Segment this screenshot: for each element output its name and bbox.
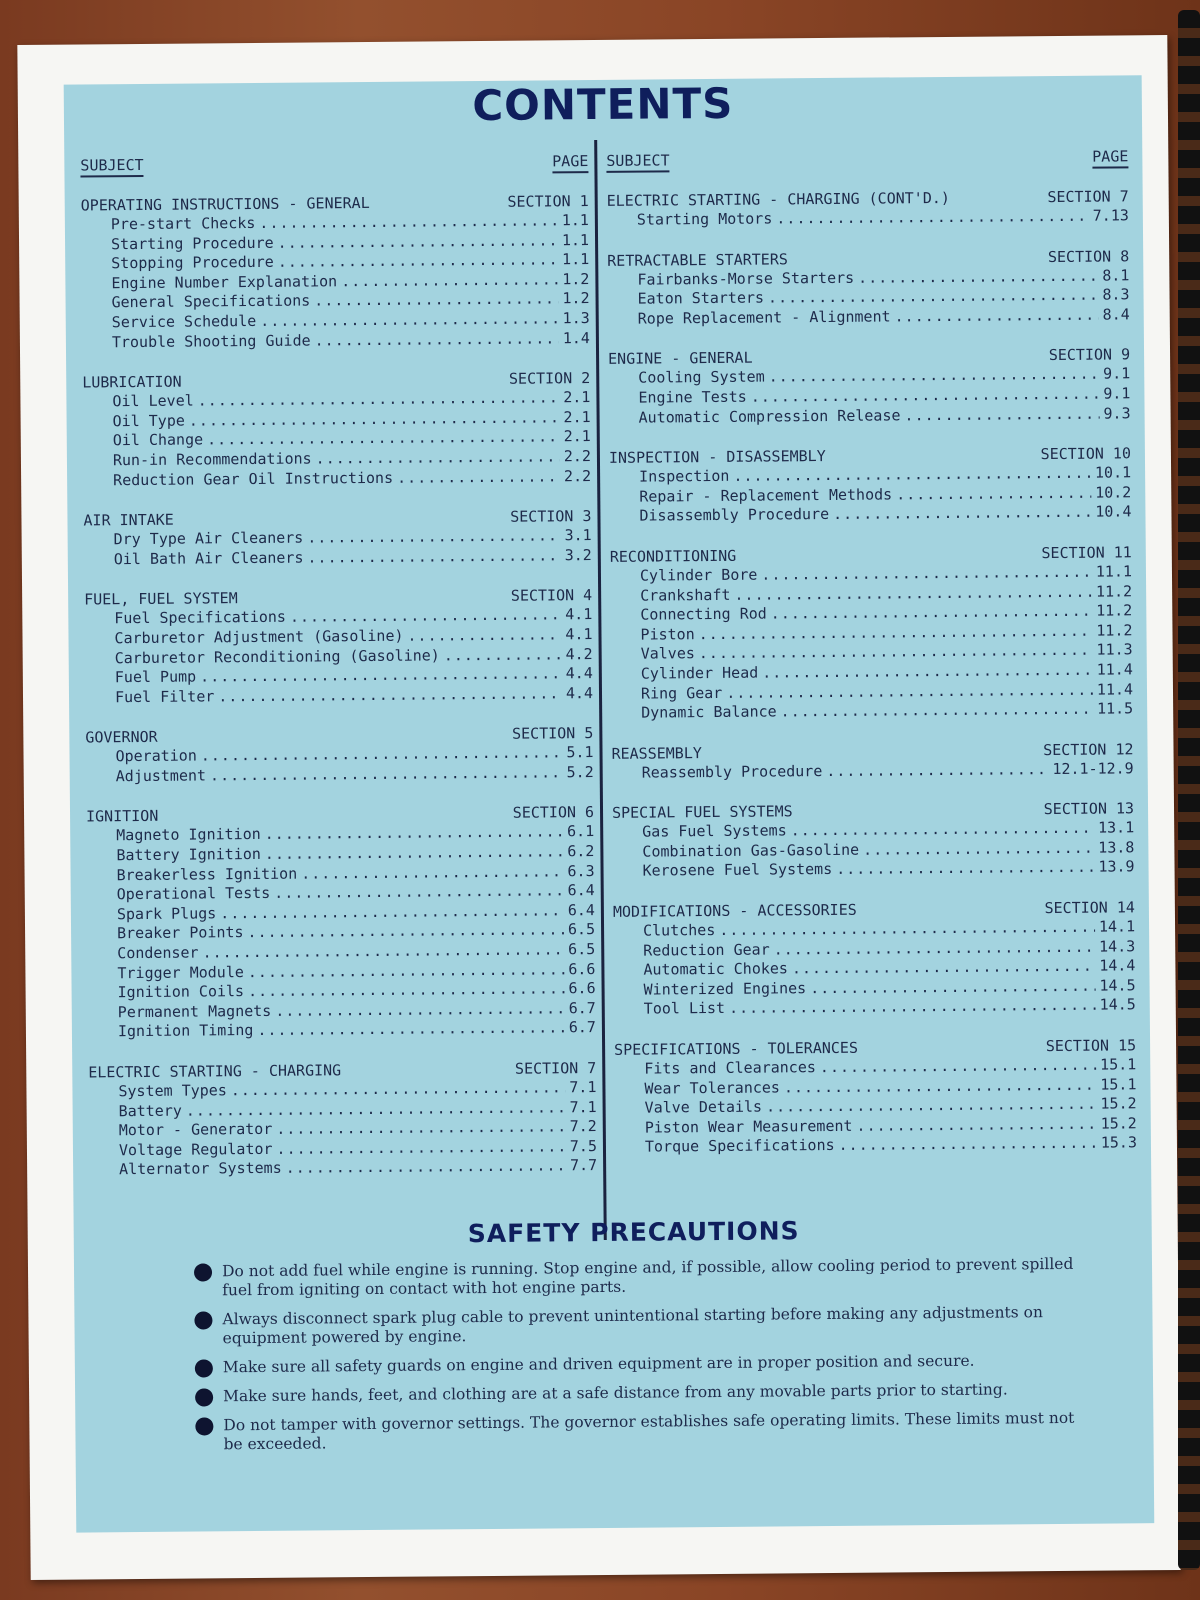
entry-label: Carburetor Reconditioning (Gasoline): [114, 645, 440, 667]
section-heading: SPECIAL FUEL SYSTEMS: [611, 802, 793, 823]
entry-label: Automatic Compression Release: [638, 405, 901, 427]
section-number: SECTION 10: [1040, 444, 1132, 464]
entry-label: Magneto Ignition: [116, 825, 261, 845]
page-header: PAGE: [552, 152, 588, 173]
toc-section: [607, 186, 1129, 230]
entry-page: 7.13: [1092, 206, 1129, 225]
bullet-icon: [195, 1388, 213, 1406]
dot-leader: [276, 1137, 566, 1159]
dot-leader: [729, 996, 1096, 1019]
entry-page: 13.9: [1098, 857, 1135, 877]
entry-label: Engine Tests: [638, 387, 747, 407]
toc-entry: [85, 684, 593, 708]
safety-text: Do not tamper with governor settings. The governor establishes safe operating limits. These limits must not be exceeded.: [223, 1408, 1075, 1454]
entry-label: Reduction Gear Oil Instructions: [113, 468, 394, 489]
section-number: SECTION 7: [1047, 187, 1129, 207]
toc-entry: [89, 1156, 597, 1180]
entry-page: 5.1: [566, 743, 594, 762]
section-heading: GOVERNOR: [85, 728, 158, 747]
dot-leader: [278, 231, 559, 253]
entry-page: 4.1: [565, 605, 593, 624]
section-number: SECTION 11: [1041, 543, 1132, 563]
dot-leader: [856, 1114, 1096, 1136]
section-number: SECTION 3: [510, 507, 592, 526]
entry-page: 7.7: [569, 1156, 598, 1175]
dot-leader: [776, 207, 1089, 229]
entry-page: 11.3: [1096, 640, 1133, 659]
entry-label: Oil Change: [112, 430, 204, 450]
subject-header: SUBJECT: [80, 156, 143, 178]
entry-page: 1.1: [562, 250, 590, 269]
dot-leader: [896, 483, 1091, 504]
section-heading: LUBRICATION: [82, 372, 182, 392]
entry-page: 6.6: [568, 959, 596, 978]
toc-section: [611, 739, 1133, 783]
entry-page: 1.1: [561, 230, 590, 249]
dot-leader: [247, 921, 564, 943]
entry-page: 2.1: [563, 427, 591, 446]
entry-page: 6.2: [567, 842, 595, 861]
safety-precautions: [194, 1214, 1076, 1465]
entry-page: 14.4: [1099, 956, 1136, 975]
toc-entry: [83, 467, 591, 491]
entry-page: 10.1: [1094, 463, 1132, 482]
entry-page: 3.2: [564, 545, 592, 565]
entry-page: 6.6: [568, 979, 596, 998]
section-heading: RECONDITIONING: [609, 546, 737, 566]
entry-label: Rope Replacement - Alignment: [637, 307, 891, 328]
entry-page: 2.1: [563, 407, 591, 427]
section-number: SECTION 7: [514, 1059, 597, 1078]
entry-label: Piston Wear Measurement: [644, 1116, 853, 1137]
entry-page: 6.7: [568, 1018, 596, 1037]
toc-section: [608, 345, 1131, 428]
entry-page: 6.5: [567, 920, 596, 939]
entry-label: Battery: [118, 1101, 182, 1120]
entry-label: Stopping Procedure: [111, 253, 274, 273]
subject-header: SUBJECT: [606, 151, 669, 173]
dot-leader: [791, 819, 1095, 841]
dot-leader: [307, 526, 560, 548]
entry-page: 14.1: [1098, 917, 1136, 936]
entry-label: Cylinder Bore: [639, 565, 758, 585]
entry-page: 15.2: [1100, 1114, 1137, 1133]
entry-page: 11.4: [1096, 679, 1134, 699]
spiral-binding: [1178, 10, 1200, 1570]
entry-page: 10.2: [1095, 483, 1132, 502]
entry-label: Engine Number Explanation: [111, 272, 338, 293]
dot-leader: [315, 329, 559, 351]
entry-page: 6.1: [567, 822, 595, 841]
section-heading: MODIFICATIONS - ACCESSORIES: [612, 900, 857, 921]
entry-page: 15.1: [1100, 1055, 1137, 1074]
entry-label: General Specifications: [111, 291, 311, 312]
toc-section: [84, 585, 593, 707]
entry-label: Breaker Points: [117, 923, 244, 943]
toc-entry: [608, 305, 1130, 329]
entry-label: Trouble Shooting Guide: [111, 331, 311, 351]
toc-section: [607, 246, 1130, 329]
entry-label: Pre-start Checks: [110, 213, 256, 234]
entry-page: 4.1: [565, 624, 593, 644]
entry-page: 4.2: [565, 644, 593, 663]
entry-label: Battery Ignition: [116, 845, 261, 865]
entry-page: 13.8: [1098, 838, 1135, 857]
entry-label: Eaton Starters: [637, 288, 765, 308]
entry-label: Alternator Systems: [119, 1159, 282, 1179]
entry-label: Spark Plugs: [116, 904, 217, 924]
section-number: SECTION 15: [1045, 1036, 1137, 1056]
section-heading: OPERATING INSTRUCTIONS - GENERAL: [80, 193, 370, 215]
dot-leader: [833, 503, 1091, 525]
entry-page: 1.3: [562, 309, 590, 328]
section-number: SECTION 13: [1043, 799, 1135, 819]
toc-entry: [615, 1134, 1137, 1158]
toc-entry: [84, 546, 592, 570]
entry-label: System Types: [118, 1081, 227, 1101]
section-heading: AIR INTAKE: [83, 510, 174, 530]
dot-leader: [316, 447, 560, 469]
entry-label: Crankshaft: [640, 585, 731, 605]
entry-label: Fairbanks-Morse Starters: [637, 268, 855, 289]
entry-label: Cylinder Head: [640, 663, 759, 683]
toc-section: [81, 191, 590, 353]
section-heading: ELECTRIC STARTING - CHARGING: [88, 1061, 342, 1082]
entry-page: 7.5: [569, 1136, 598, 1156]
safety-item: [194, 1303, 1074, 1349]
dot-leader: [858, 266, 1098, 288]
entry-page: 5.2: [566, 762, 594, 782]
dot-leader: [260, 309, 559, 331]
entry-label: Valves: [640, 644, 695, 663]
entry-label: Run-in Recommendations: [112, 449, 312, 470]
safety-title: SAFETY PRECAUTIONS: [467, 1216, 800, 1249]
entry-page: 8.1: [1102, 265, 1130, 285]
entry-page: 1.2: [562, 269, 590, 289]
entry-label: Gas Fuel Systems: [642, 821, 787, 841]
entry-page: 6.3: [567, 861, 595, 880]
entry-page: 14.5: [1099, 976, 1136, 995]
entry-label: Operation: [115, 746, 197, 766]
toc-entry: [614, 996, 1136, 1020]
entry-label: Combination Gas-Gasoline: [642, 840, 860, 861]
right-column-header: [606, 147, 1128, 173]
entry-label: Valve Details: [644, 1097, 763, 1117]
dot-leader: [792, 957, 1096, 979]
entry-page: 14.3: [1099, 936, 1136, 956]
toc-section: [85, 723, 593, 787]
contents-panel: [64, 75, 1155, 1532]
dot-leader: [290, 606, 561, 628]
entry-label: Carburetor Adjustment (Gasoline): [114, 626, 404, 648]
safety-item: [195, 1351, 1075, 1378]
entry-page: 7.1: [569, 1078, 597, 1097]
entry-page: 4.4: [565, 683, 594, 702]
entry-page: 11.5: [1096, 699, 1134, 718]
entry-label: Disassembly Procedure: [639, 505, 830, 525]
toc-entry: [611, 699, 1133, 723]
dot-leader: [218, 684, 562, 707]
safety-text: Always disconnect spark plug cable to prevent unintentional starting before making any adjustments on equipment powered by engine.: [222, 1303, 1044, 1348]
entry-page: 4.4: [565, 664, 593, 683]
dot-leader: [278, 251, 559, 273]
entry-label: Dynamic Balance: [641, 702, 777, 722]
dot-leader: [314, 290, 558, 312]
entry-page: 8.3: [1102, 285, 1130, 304]
entry-label: Cooling System: [638, 367, 765, 388]
toc-entry: [612, 759, 1134, 783]
dot-leader: [275, 999, 565, 1021]
section-number: SECTION 6: [512, 803, 595, 823]
section-heading: ELECTRIC STARTING - CHARGING (CONT'D.): [606, 188, 950, 210]
dot-leader: [265, 842, 564, 864]
dot-leader: [301, 862, 563, 884]
entry-label: Oil Level: [112, 391, 194, 411]
entry-label: Reduction Gear: [643, 940, 770, 960]
entry-label: Ring Gear: [640, 683, 723, 703]
section-heading: ENGINE - GENERAL: [608, 349, 753, 369]
section-heading: RETRACTABLE STARTERS: [607, 249, 788, 270]
entry-page: 6.7: [568, 998, 596, 1018]
section-heading: REASSEMBLY: [611, 743, 702, 763]
entry-label: Motor - Generator: [118, 1120, 273, 1140]
entry-page: 14.5: [1099, 995, 1136, 1015]
section-heading: FUEL, FUEL SYSTEM: [84, 589, 238, 609]
dot-leader: [904, 404, 1099, 425]
section-heading: IGNITION: [85, 807, 159, 826]
dot-leader: [839, 1134, 1097, 1156]
entry-label: Kerosene Fuel Systems: [642, 860, 833, 881]
entry-page: 2.1: [563, 388, 591, 407]
toc-section: [86, 803, 596, 1043]
dot-leader: [397, 467, 560, 488]
entry-page: 10.4: [1095, 502, 1132, 522]
entry-label: Breakerless Ignition: [116, 864, 298, 884]
dot-leader: [248, 980, 565, 1002]
entry-page: 1.4: [562, 328, 590, 347]
entry-page: 3.1: [564, 526, 592, 545]
safety-text: Make sure all safety guards on engine and driven equipment are in proper position and secure.: [222, 1351, 975, 1377]
entry-label: Dry Type Air Cleaners: [113, 528, 304, 549]
entry-label: Torque Specifications: [644, 1136, 835, 1157]
entry-label: Piston: [640, 624, 695, 644]
entry-label: Repair - Replacement Methods: [639, 485, 893, 506]
entry-page: 11.4: [1096, 660, 1133, 679]
dot-leader: [407, 625, 561, 646]
entry-page: 9.3: [1103, 403, 1131, 423]
entry-label: Voltage Regulator: [118, 1139, 273, 1159]
dot-leader: [781, 700, 1094, 722]
entry-label: Automatic Chokes: [643, 959, 788, 979]
bullet-icon: [194, 1311, 212, 1329]
entry-label: Starting Motors: [636, 209, 773, 229]
entry-label: Fits and Clearances: [644, 1058, 816, 1078]
toc-entry: [609, 404, 1131, 428]
toc-section: [88, 1058, 597, 1180]
entry-label: Operational Tests: [116, 884, 271, 904]
entry-page: 1.1: [561, 211, 589, 230]
dot-leader: [863, 839, 1094, 861]
dot-leader: [826, 760, 1048, 782]
entry-label: Starting Procedure: [110, 233, 274, 253]
dot-leader: [307, 546, 560, 568]
toc-section: [82, 368, 591, 490]
section-number: SECTION 1: [507, 192, 589, 211]
toc-section: [614, 1035, 1137, 1158]
entry-label: Fuel Pump: [114, 667, 197, 687]
entry-page: 15.3: [1100, 1133, 1138, 1153]
entry-page: 15.2: [1100, 1094, 1137, 1113]
dot-leader: [286, 1157, 567, 1179]
toc-entry: [88, 1018, 596, 1042]
dot-leader: [444, 645, 562, 666]
section-number: SECTION 5: [511, 724, 594, 744]
dot-leader: [784, 1075, 1097, 1097]
entry-label: Oil Type: [112, 411, 185, 430]
entry-page: 11.2: [1095, 581, 1133, 601]
entry-label: Oil Bath Air Cleaners: [113, 548, 304, 568]
section-heading: SPECIFICATIONS - TOLERANCES: [614, 1038, 859, 1059]
safety-text: Make sure hands, feet, and clothing are at a safe distance from any movable parts prior to starting.: [223, 1380, 1008, 1406]
section-number: SECTION 12: [1043, 740, 1134, 759]
dot-leader: [895, 305, 1099, 326]
dot-leader: [210, 763, 563, 786]
dot-leader: [836, 858, 1094, 880]
entry-label: Trigger Module: [117, 962, 244, 982]
dot-leader: [276, 1117, 566, 1139]
entry-page: 1.2: [562, 289, 590, 308]
safety-item: [195, 1380, 1075, 1407]
page-title: CONTENTS: [472, 78, 734, 131]
toc-entry: [612, 858, 1134, 882]
section-number: SECTION 9: [1048, 345, 1131, 365]
entry-page: 7.1: [569, 1097, 597, 1116]
toc-section: [610, 542, 1134, 723]
entry-label: Connecting Rod: [640, 604, 767, 624]
section-number: SECTION 14: [1044, 898, 1135, 918]
entry-page: 8.4: [1102, 305, 1130, 324]
left-column-header: [80, 152, 588, 177]
page-header: PAGE: [1092, 147, 1128, 168]
left-column: [80, 152, 597, 1200]
entry-label: Condenser: [117, 943, 199, 963]
entry-page: 13.1: [1097, 818, 1135, 837]
entry-page: 11.2: [1096, 601, 1133, 620]
toc-section: [612, 799, 1135, 882]
entry-page: 11.1: [1095, 562, 1133, 581]
entry-label: Adjustment: [115, 766, 207, 786]
entry-label: Clutches: [642, 921, 716, 940]
dot-leader: [274, 882, 564, 904]
toc-section: [613, 897, 1136, 1020]
toc-section: [609, 444, 1132, 527]
entry-page: 6.4: [567, 881, 595, 900]
section-number: SECTION 8: [1047, 246, 1130, 266]
entry-label: Winterized Engines: [643, 979, 807, 999]
entry-label: Tool List: [643, 999, 726, 1019]
entry-label: Service Schedule: [111, 311, 257, 332]
entry-label: Inspection: [639, 467, 730, 486]
entry-page: 9.1: [1103, 364, 1131, 383]
toc-entry: [607, 206, 1129, 230]
toc-entry: [82, 329, 590, 353]
bullet-icon: [195, 1359, 213, 1377]
toc-section: [83, 506, 591, 570]
manual-page: [17, 35, 1180, 1580]
safety-item: [194, 1255, 1074, 1301]
entry-page: 2.2: [563, 446, 592, 466]
entry-page: 12.1-12.9: [1052, 759, 1134, 778]
dot-leader: [810, 977, 1095, 999]
bullet-icon: [195, 1417, 213, 1435]
section-number: SECTION 4: [510, 586, 593, 606]
dot-leader: [820, 1056, 1096, 1078]
dot-leader: [248, 960, 565, 982]
entry-label: Ignition Timing: [117, 1021, 254, 1041]
entry-page: 11.2: [1096, 621, 1133, 640]
section-heading: INSPECTION - DISASSEMBLY: [608, 447, 826, 468]
section-number: SECTION 2: [508, 369, 591, 388]
entry-label: Permanent Magnets: [117, 1001, 272, 1022]
entry-page: 6.5: [568, 940, 596, 959]
right-column: [606, 147, 1137, 1178]
entry-label: Ignition Coils: [117, 982, 245, 1002]
dot-leader: [257, 1019, 565, 1041]
toc-entry: [86, 763, 594, 787]
safety-text: Do not add fuel while engine is running. Stop engine and, if possible, allow cooling period to prevent spilled fuel from igniting on contact with hot engine parts.: [221, 1254, 1074, 1300]
entry-page: 7.2: [569, 1117, 597, 1136]
entry-label: Reassembly Procedure: [641, 761, 823, 782]
dot-leader: [265, 823, 564, 845]
entry-page: 2.2: [563, 466, 592, 485]
bullet-icon: [194, 1263, 212, 1281]
entry-label: Wear Tolerances: [644, 1078, 780, 1098]
entry-page: 15.1: [1100, 1074, 1137, 1094]
toc-entry: [609, 503, 1131, 527]
dot-leader: [341, 270, 558, 291]
entry-page: 9.1: [1103, 384, 1131, 403]
safety-item: [195, 1409, 1075, 1455]
dot-leader: [259, 211, 558, 233]
entry-label: Fuel Specifications: [114, 608, 286, 628]
entry-page: 6.4: [567, 900, 595, 920]
entry-label: Fuel Filter: [114, 687, 215, 706]
